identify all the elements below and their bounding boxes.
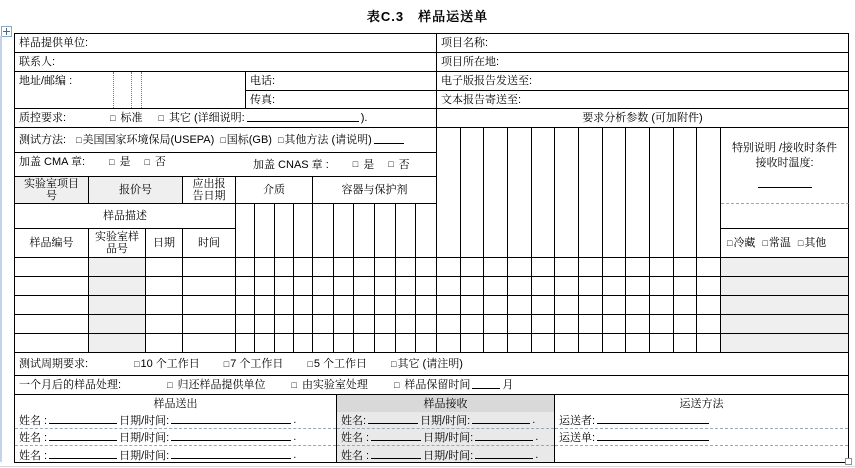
data-cell[interactable]: [183, 315, 236, 334]
send-signature-row[interactable]: [15, 429, 336, 446]
special-note-cell[interactable]: [721, 128, 849, 204]
blank-underline[interactable]: [371, 431, 421, 441]
page-title: 表C.3 样品运送单: [366, 9, 489, 24]
header-quote-no: 报价号: [89, 177, 183, 204]
cell-project-location[interactable]: 项目所在地:: [437, 53, 849, 72]
datetime-label: 日期/时间:: [420, 415, 471, 427]
checkbox-label: 否: [398, 158, 410, 171]
checkbox-icon[interactable]: □: [762, 237, 768, 248]
checkbox-option: [224, 357, 284, 371]
row-label: 加盖 CNAS 章 :: [253, 158, 329, 171]
name-label: 姓名 :: [19, 432, 48, 444]
stamp-group: [253, 153, 410, 176]
data-cell[interactable]: [89, 334, 146, 353]
checkbox-option: [134, 357, 200, 371]
row-end-dot: .: [293, 431, 297, 443]
row-end-dot: .: [532, 414, 536, 426]
row-end-dot: .: [535, 431, 539, 443]
data-cell[interactable]: [89, 277, 146, 296]
grid-column[interactable]: [603, 128, 627, 352]
grid-row-line: [236, 314, 721, 315]
data-cell[interactable]: [89, 258, 146, 277]
grid-column[interactable]: [255, 204, 274, 352]
datetime-label: 日期/时间:: [423, 432, 474, 444]
footer-header-transport: 运送方法: [555, 395, 849, 412]
checkbox-label: 常温: [768, 237, 791, 249]
grid-column[interactable]: [313, 204, 334, 352]
checkbox-option: [110, 111, 142, 125]
checkbox-option: [278, 133, 406, 147]
checkbox-label: 其他方法 (请说明): [284, 134, 372, 146]
data-cell[interactable]: [89, 296, 146, 315]
cell-phone[interactable]: 电话:: [246, 72, 437, 91]
special-note-line1: 特别说明 /接收时条件: [731, 142, 838, 154]
checkbox-label: 国标(GB): [226, 134, 272, 146]
grid-column[interactable]: [579, 128, 603, 352]
footer-header-send: 样品送出: [15, 395, 337, 412]
condition-cell[interactable]: [721, 258, 849, 277]
cell-project-name[interactable]: 项目名称:: [437, 34, 849, 53]
subheader-date: 日期: [146, 229, 183, 258]
data-cell[interactable]: [146, 315, 183, 334]
footer-header-receive: 样品接收: [337, 395, 555, 412]
blank-underline[interactable]: [475, 431, 533, 441]
table-move-handle-icon[interactable]: [1, 26, 12, 37]
grid-column[interactable]: [396, 204, 417, 352]
cell-sample-provider[interactable]: 样品提供单位:: [15, 34, 437, 53]
send-signature-row[interactable]: [15, 412, 336, 429]
checkbox-option: [798, 236, 826, 250]
checkbox-label: 其它 (详细说明:: [168, 112, 245, 124]
checkbox-label: 由实验室处理: [301, 379, 368, 391]
blank-underline[interactable]: [49, 414, 117, 424]
checkbox-icon[interactable]: □: [76, 134, 82, 145]
address-guide-line: [141, 72, 142, 108]
checkbox-option: [167, 378, 265, 392]
test-cycle-row: [15, 353, 849, 376]
checkbox-icon[interactable]: □: [110, 112, 116, 123]
checkbox-icon[interactable]: □: [393, 379, 400, 390]
grid-column[interactable]: [334, 204, 355, 352]
checkbox-suffix: ).: [360, 112, 368, 124]
name-label: 姓名:: [341, 415, 367, 427]
grid-column[interactable]: [697, 128, 721, 352]
blank-underline[interactable]: [374, 134, 404, 144]
row-label: 测试周期要求:: [19, 358, 89, 370]
sample-disposal-row: [15, 376, 849, 395]
checkbox-label: 冷藏: [733, 237, 756, 249]
checkbox-icon[interactable]: □: [223, 358, 230, 369]
condition-cell[interactable]: [721, 334, 849, 353]
checkbox-icon[interactable]: □: [352, 159, 359, 169]
header-report-due: 应出报告日期: [183, 177, 236, 204]
container-grid: [313, 204, 437, 353]
transport-signature-row[interactable]: [555, 446, 848, 463]
send-signature-row[interactable]: [15, 446, 336, 463]
data-cell[interactable]: [183, 258, 236, 277]
grid-row-line: [236, 276, 721, 277]
grid-column[interactable]: [416, 204, 437, 352]
special-note-line2: 接收时温度:: [755, 157, 814, 169]
name-label: 姓名 :: [19, 415, 48, 427]
grid-column[interactable]: [555, 128, 579, 352]
checkbox-option: [159, 111, 368, 125]
data-cell[interactable]: [89, 315, 146, 334]
checkbox-label: 7 个工作日: [230, 358, 284, 370]
storage-condition-row: [721, 229, 849, 258]
checkbox-label: 是: [363, 158, 375, 171]
checkbox-label: 样品保留时间: [404, 379, 471, 391]
medium-grid: [236, 204, 313, 353]
row-end-dot: .: [293, 448, 297, 461]
name-label: 姓名 :: [341, 449, 370, 462]
checkbox-icon[interactable]: □: [144, 156, 150, 167]
grid-row-line: [236, 333, 721, 334]
checkbox-icon[interactable]: □: [220, 134, 226, 145]
checkbox-icon[interactable]: □: [277, 134, 284, 145]
checkbox-option: [727, 236, 755, 250]
blank-underline[interactable]: [49, 449, 117, 459]
checkbox-option: [109, 155, 130, 169]
data-cell[interactable]: [146, 296, 183, 315]
data-cell[interactable]: [146, 277, 183, 296]
checkbox-icon[interactable]: □: [391, 358, 397, 369]
transport-signature-row[interactable]: [555, 412, 848, 429]
checkbox-icon[interactable]: □: [167, 379, 173, 390]
checkbox-option: [76, 133, 214, 147]
datetime-label: 日期/时间:: [119, 432, 170, 444]
grid-column[interactable]: [650, 128, 674, 352]
grid-column[interactable]: [508, 128, 532, 352]
grid-row-line: [236, 295, 721, 296]
datetime-label: 日期/时间:: [423, 449, 474, 462]
checkbox-label: 其它 (请注明): [397, 358, 463, 370]
datetime-label: 日期/时间:: [119, 415, 170, 427]
data-cell[interactable]: [183, 296, 236, 315]
checkbox-label: 否: [154, 156, 166, 168]
cell-paper-report[interactable]: 文本报告寄送至:: [437, 91, 849, 109]
blank-underline[interactable]: [171, 431, 291, 441]
checkbox-label: 其他: [804, 237, 827, 249]
row-end-dot: .: [293, 414, 297, 426]
checkbox-option: [394, 378, 513, 392]
checkbox-option: [391, 357, 463, 371]
footer-receive-column: [337, 412, 555, 463]
grid-column[interactable]: [275, 204, 294, 352]
blank-underline[interactable]: [475, 449, 533, 459]
qc-requirement-row: [15, 109, 437, 128]
blank-underline[interactable]: [368, 414, 418, 424]
datetime-label: 日期/时间:: [119, 449, 170, 462]
blank-underline[interactable]: [171, 414, 291, 424]
subheader-sample-no: 样品编号: [15, 229, 89, 258]
data-cell[interactable]: [183, 277, 236, 296]
condition-cell[interactable]: [721, 277, 849, 296]
checkbox-icon[interactable]: □: [291, 379, 297, 390]
receive-signature-row[interactable]: [337, 429, 554, 446]
analysis-params-grid: [437, 128, 721, 353]
cell-contact[interactable]: 联系人:: [15, 53, 437, 72]
checkbox-icon[interactable]: □: [307, 358, 313, 369]
grid-column[interactable]: [461, 128, 485, 352]
checkbox-option: [388, 158, 409, 172]
checkbox-icon[interactable]: □: [727, 237, 733, 248]
address-guide-line: [113, 72, 114, 108]
temperature-blank[interactable]: [758, 175, 812, 188]
data-cell[interactable]: [183, 334, 236, 353]
checkbox-suffix: 月: [502, 379, 514, 391]
data-cell[interactable]: [15, 296, 89, 315]
row-label: 加盖 CMA 章:: [19, 156, 86, 168]
checkbox-icon[interactable]: □: [388, 159, 394, 169]
address-guide-line: [131, 72, 132, 108]
grid-column[interactable]: [294, 204, 313, 352]
checkbox-label: 是: [119, 156, 131, 168]
data-cell[interactable]: [15, 277, 89, 296]
checkbox-label: 5 个工作日: [313, 358, 368, 370]
grid-column[interactable]: [437, 128, 461, 352]
header-lab-project-no: 实验室项目号: [15, 177, 89, 204]
receive-signature-row[interactable]: [337, 412, 554, 429]
subheader-lab-sample-no: 实验室样品号: [89, 229, 146, 258]
grid-column[interactable]: [626, 128, 650, 352]
checkbox-option: [762, 236, 790, 250]
stamp-row: [15, 153, 437, 177]
checkbox-label: 归还样品提供单位: [177, 379, 266, 391]
header-sample-description: 样品描述: [15, 204, 236, 229]
blank-underline[interactable]: [371, 449, 421, 459]
special-note-empty-cell[interactable]: [721, 204, 849, 229]
grid-column[interactable]: [484, 128, 508, 352]
checkbox-option: [307, 357, 367, 371]
checkbox-label: 标准: [120, 112, 143, 124]
table-resize-handle[interactable]: [845, 458, 852, 465]
name-label: 姓名 :: [19, 449, 48, 462]
form-table: [14, 33, 849, 463]
transport-signature-row[interactable]: [555, 429, 848, 446]
checkbox-label: 美国国家环境保局(USEPA): [82, 134, 215, 146]
subheader-time: 时间: [183, 229, 236, 258]
footer-send-column: [15, 412, 337, 463]
blank-underline[interactable]: [49, 431, 117, 441]
data-cell[interactable]: [146, 258, 183, 277]
condition-cell[interactable]: [721, 315, 849, 334]
data-cell[interactable]: [146, 334, 183, 353]
blank-underline[interactable]: [171, 449, 291, 459]
checkbox-icon[interactable]: □: [109, 156, 115, 167]
header-container-preservative: 容器与保护剂: [313, 177, 437, 204]
row-label: 测试方法:: [19, 134, 67, 146]
page-bottom-edge: [0, 466, 855, 467]
page-left-edge: [0, 36, 2, 462]
condition-cell[interactable]: [721, 296, 849, 315]
grid-column[interactable]: [375, 204, 396, 352]
grid-column[interactable]: [532, 128, 556, 352]
blank-underline[interactable]: [472, 414, 530, 424]
grid-column[interactable]: [236, 204, 255, 352]
checkbox-option: [220, 133, 272, 147]
blank-underline[interactable]: [597, 414, 709, 424]
footer-transport-column: [555, 412, 849, 463]
data-cell[interactable]: [15, 315, 89, 334]
cell-fax[interactable]: 传真:: [246, 91, 437, 109]
analysis-params-header: 要求分析参数 (可加附件): [437, 109, 849, 128]
checkbox-option: [144, 155, 165, 169]
checkbox-option: [292, 378, 368, 392]
grid-row-line: [236, 257, 721, 258]
transport-label: 运送者:: [559, 415, 596, 427]
grid-column[interactable]: [354, 204, 375, 352]
cell-address[interactable]: [15, 72, 246, 109]
row-end-dot: .: [535, 448, 539, 461]
blank-underline[interactable]: [247, 112, 359, 122]
data-cell[interactable]: [15, 334, 89, 353]
checkbox-option: [353, 158, 374, 172]
checkbox-icon[interactable]: □: [797, 237, 804, 248]
name-label: 姓名 :: [341, 432, 370, 444]
test-method-row: [15, 128, 437, 153]
row-label: 一个月后的样品处理:: [19, 379, 122, 391]
checkbox-icon[interactable]: □: [158, 112, 164, 123]
checkbox-label: 10 个工作日: [140, 358, 200, 370]
transport-label: 运送单:: [559, 432, 596, 444]
checkbox-icon[interactable]: □: [134, 358, 140, 369]
data-cell[interactable]: [15, 258, 89, 277]
grid-column[interactable]: [674, 128, 698, 352]
blank-underline[interactable]: [597, 431, 709, 441]
cell-e-report[interactable]: 电子版报告发送至:: [437, 72, 849, 91]
address-label: 地址/邮编 :: [19, 75, 73, 87]
header-medium: 介质: [236, 177, 313, 204]
receive-signature-row[interactable]: [337, 446, 554, 463]
row-label: 质控要求:: [19, 112, 67, 124]
blank-underline[interactable]: [472, 379, 500, 389]
